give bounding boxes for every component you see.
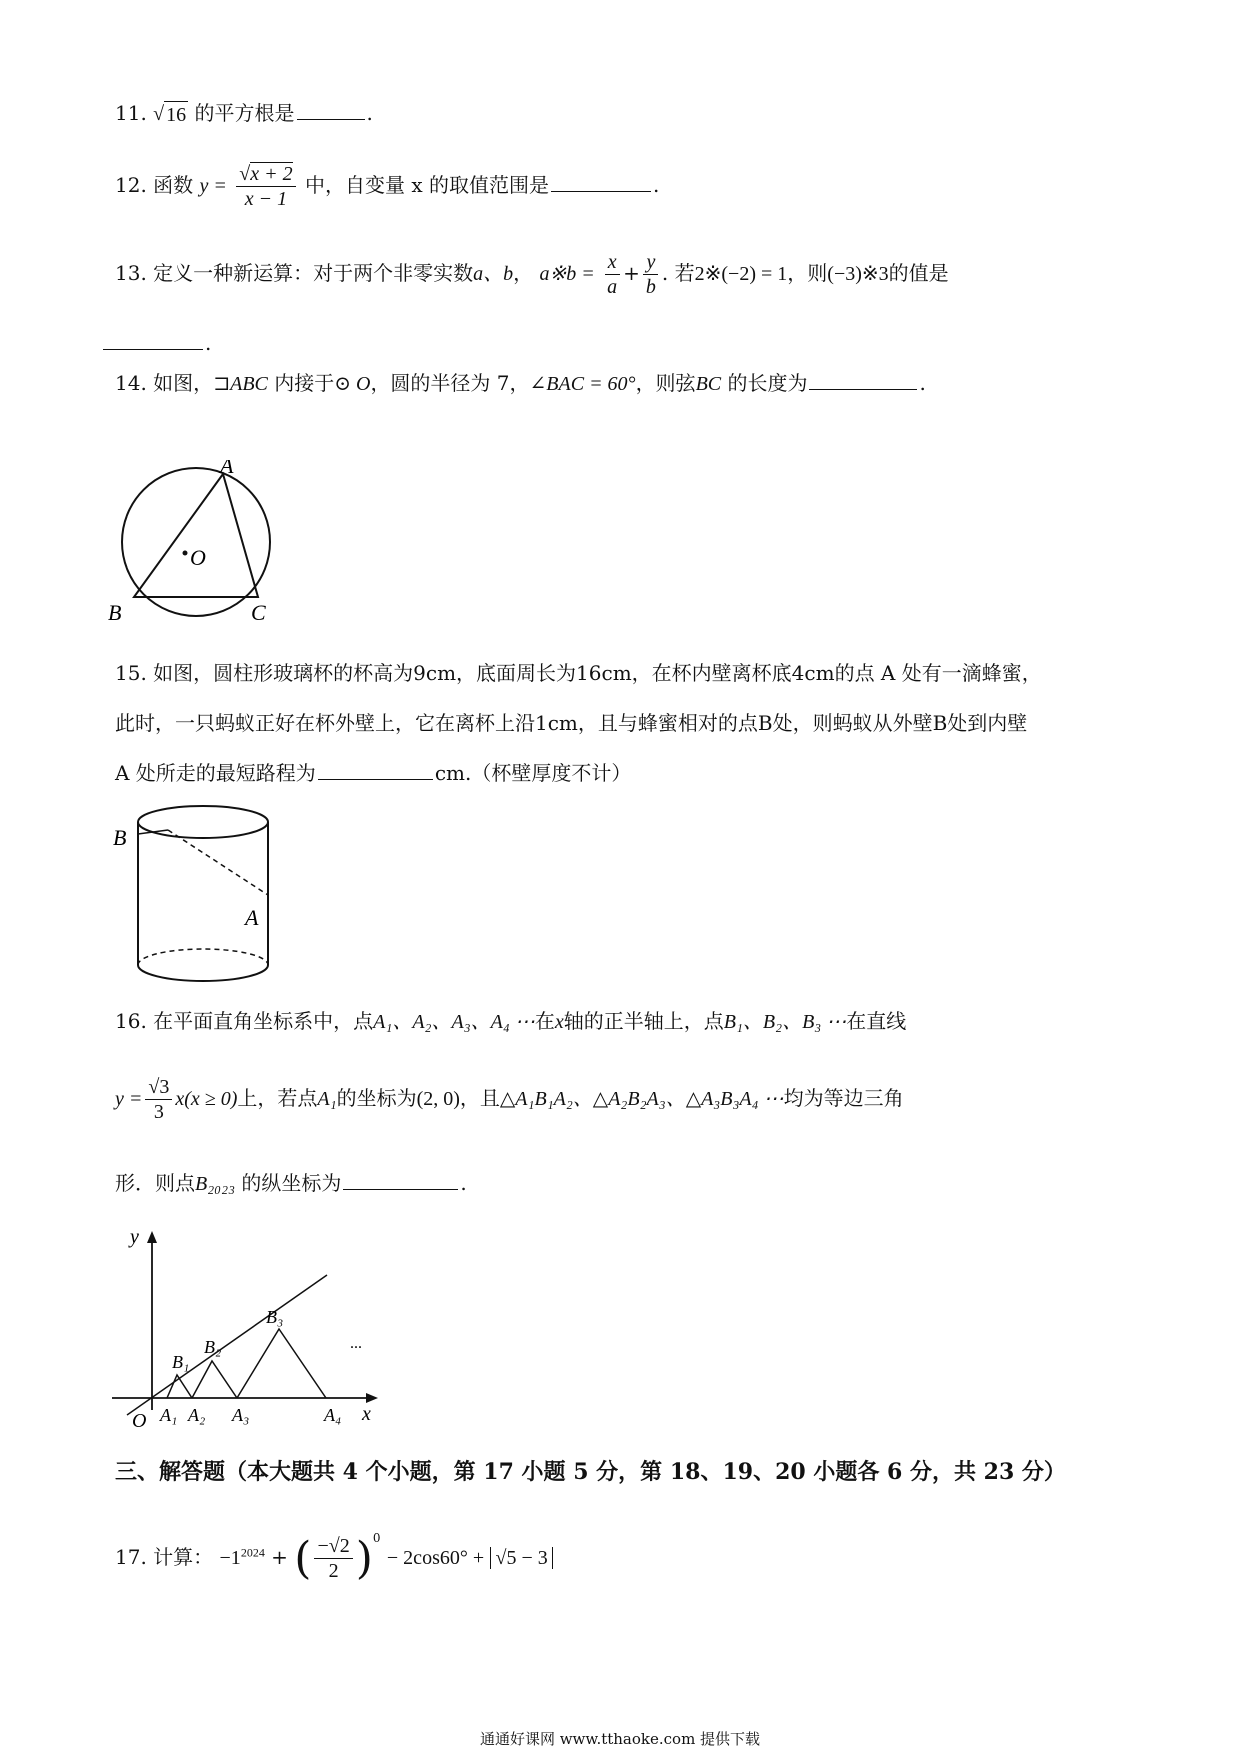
q16-label-b3: B₃ (266, 1307, 284, 1327)
q15-cup-top (138, 806, 268, 838)
q16-target-point: B₂₀₂₃ (195, 1173, 236, 1195)
q13-fraction-1: $\frac{x}{a}$ (604, 250, 620, 299)
q14-number: 14. (115, 371, 147, 395)
q15-answer-blank (318, 761, 433, 780)
q15-figure (108, 800, 288, 990)
q16-label-a4: A₄ (324, 1405, 342, 1425)
question-17: 17. 计算： $-1^{2024}$ + ( $\frac{-√2}{2}$ )$^0$ − 2cos60° + √5 − 3 (115, 1530, 553, 1587)
q16-answer-blank (343, 1171, 458, 1190)
q14-angle: ∠BAC = 60° (529, 373, 636, 395)
q15-label-b: B (113, 825, 127, 850)
q15-number: 15. (115, 661, 147, 685)
q12-text: 中，自变量 x 的取值范围是 (304, 173, 549, 197)
q17-term-3: − 2cos60° + (386, 1547, 485, 1570)
q14-circle: ⊙ O (334, 373, 371, 395)
q11-answer-blank (297, 101, 365, 120)
question-13-answer: . (115, 330, 211, 356)
q14-figure (108, 460, 308, 630)
q13-condition: 2※(−2) = 1 (694, 263, 788, 285)
q15-cup-bottom-front (138, 965, 268, 981)
q12-lhs: y = (199, 175, 227, 197)
q16-label-o: O (132, 1410, 147, 1430)
q16-line (127, 1275, 327, 1415)
question-15-line-2: 此时，一只蚂蚁正好在杯外壁上，它在离杯上沿1cm，且与蜂蜜相对的点B处，则蚂蚁从外壁B处到内壁 (115, 711, 1028, 735)
q16-triangle-2 (192, 1361, 237, 1398)
q17-number: 17. (115, 1545, 147, 1570)
question-16-line-2: y = $\frac{√3}{3}$ x(x ≥ 0)上，若点A₁的坐标为(2, 0)，且△A₁B₁A₂、△A₂B₂A₃、△A₃B₃A₄ ⋯均为等边三角 (115, 1076, 904, 1123)
q16-label-x: x (362, 1403, 371, 1425)
q16-x-arrow (366, 1393, 378, 1403)
q16-triangle-3 (237, 1329, 326, 1398)
q16-figure (112, 1225, 392, 1430)
q12-fraction: $\frac{√x + 2}{x - 1}$ (236, 162, 295, 211)
q13-answer-blank (103, 331, 203, 350)
section-3-heading: 三、解答题（本大题共 4 个小题，第 17 小题 5 分，第 18、19、20 小题各 6 分，共 23 分） (115, 1459, 1066, 1485)
q14-label-c: C (251, 600, 266, 625)
q16-number: 16. (115, 1009, 147, 1033)
q14-answer-blank (809, 371, 917, 390)
q16-triangle-1 (167, 1375, 192, 1398)
question-11: 11. √ 16 的平方根是 . (115, 101, 373, 126)
q12-answer-blank (551, 173, 651, 192)
q16-label-a3: A₃ (232, 1405, 250, 1425)
q14-label-o: O (190, 545, 206, 570)
q16-slope: $\frac{√3}{3}$ (145, 1075, 172, 1124)
question-16-line-1: 16. 在平面直角坐标系中，点A₁、A₂、A₃、A₄ ⋯在x轴的正半轴上，点B₁、B₂、B₃ ⋯在直线 (115, 1009, 907, 1033)
q16-ellipsis: ... (350, 1335, 362, 1352)
q17-fraction: $\frac{-√2}{2}$ (314, 1534, 352, 1583)
q13-fraction-2: $\frac{y}{b}$ (643, 250, 659, 299)
q13-number: 13. (115, 261, 147, 285)
question-15-line-1: 15. 如图，圆柱形玻璃杯的杯高为9cm，底面周长为16cm，在杯内壁离杯底4cm的点 A 处有一滴蜂蜜， (115, 661, 1042, 685)
q15-path-dashed (168, 830, 268, 895)
q14-triangle-shape (134, 474, 258, 597)
page-footer: 通通好课网 www.tthaoke.com 提供下载 (479, 1730, 761, 1748)
q14-label-b: B (108, 600, 122, 625)
q13-vars: a、b (473, 263, 514, 285)
q16-y-arrow (147, 1231, 157, 1243)
q16-label-b1: B₁ (172, 1352, 190, 1372)
q12-number: 12. (115, 173, 147, 197)
q16-label-y: y (130, 1226, 139, 1248)
question-15-line-3: A 处所走的最短路程为 cm.（杯壁厚度不计） (115, 761, 632, 785)
q13-definition: a※b = (539, 263, 595, 285)
question-12: 12. 函数 y = $\frac{√x + 2}{x - 1}$ 中，自变量 x 的取值范围是 . (115, 163, 660, 210)
q16-coordinate: (2, 0) (416, 1088, 460, 1110)
q14-label-a: A (220, 460, 234, 478)
q17-term-1: −1 (219, 1547, 241, 1570)
q14-circle-shape (122, 468, 270, 616)
q11-number: 11. (115, 101, 147, 125)
q11-sqrt: √ 16 (153, 103, 187, 126)
q16-line-equation: y = (115, 1088, 143, 1110)
q15-cup-bottom-back (138, 949, 268, 965)
q17-absolute-value: √5 − 3 (490, 1547, 552, 1569)
q14-triangle: ⊐ABC (213, 373, 268, 395)
q16-points-a: A₁、A₂、A₃、A₄ ⋯ (373, 1011, 535, 1033)
q14-center-dot (183, 551, 188, 556)
q16-points-b: B₁、B₂、B₃ ⋯ (723, 1011, 847, 1033)
question-16-line-3: 形．则点B₂₀₂₃ 的纵坐标为 . (115, 1171, 467, 1195)
q15-path-solid (138, 830, 168, 834)
q13-expression: (−3)※3 (827, 263, 889, 285)
q15-label-a: A (245, 905, 259, 930)
question-13: 13. 定义一种新运算：对于两个非零实数a、b， a※b = $\frac{x}{a}$ + $\frac{y}{b}$ . 若2※(−2) = 1，则(−3)※3的值是 (115, 251, 949, 298)
q16-label-a1: A₁ (160, 1405, 178, 1425)
q16-label-a2: A₂ (188, 1405, 206, 1425)
q16-label-b2: B₂ (204, 1337, 222, 1357)
q11-text: 的平方根是 (194, 101, 295, 125)
q16-triangles: △A₁B₁A₂、△A₂B₂A₃、△A₃B₃A₄ ⋯ (499, 1088, 784, 1110)
question-14: 14. 如图，⊐ABC 内接于⊙ O，圆的半径为 7，∠BAC = 60°，则弦BC 的长度为 . (115, 371, 926, 395)
q14-chord: BC (695, 373, 722, 395)
